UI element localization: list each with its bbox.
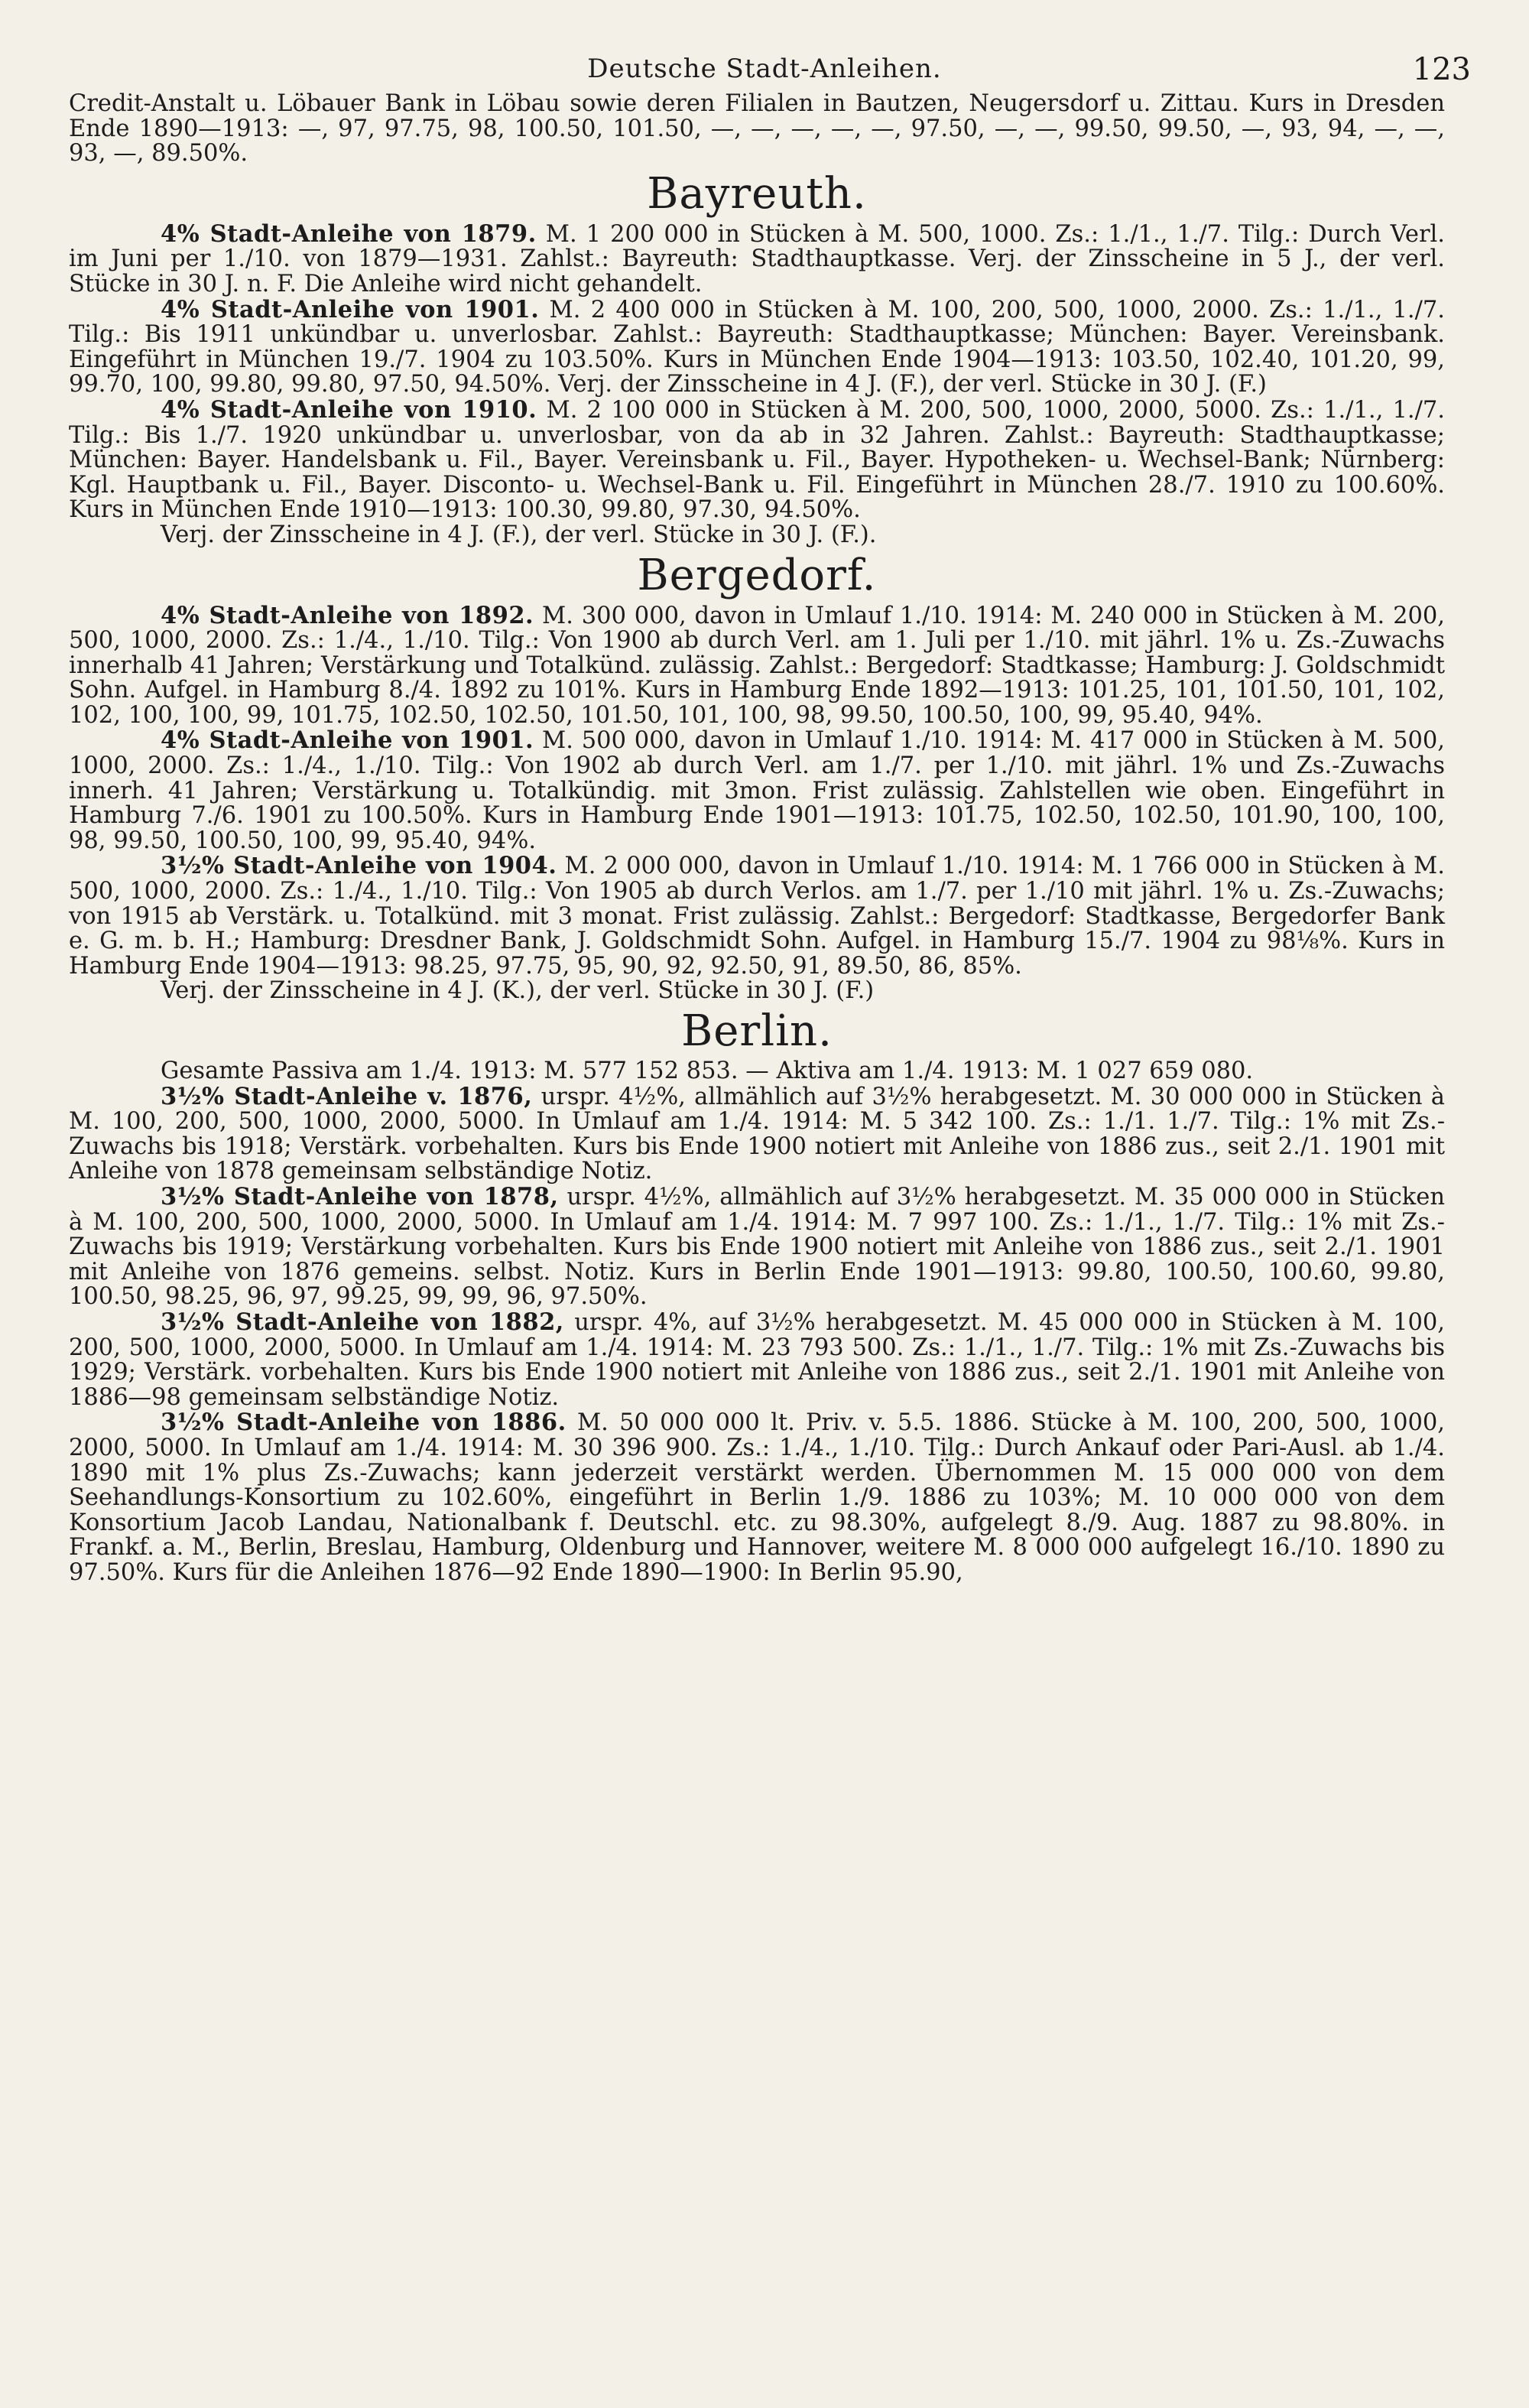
bond-entry-berlin-1882 <box>69 1310 1445 1410</box>
bond-heading: 4% Stadt-Anleihe von 1879. <box>161 219 537 248</box>
bond-details: M. 300 000, davon in Umlauf 1./10. 1914: M. 240 000 in Stücken à M. 200, 500, 1000, 2000. Zs.: 1./4., 1./10. Tilg.: Von 1900 ab durch Verl. am 1. Juli per 1./10. mit jährl. 1% u. Zs.-Zuwachs innerhalb 41 Jahren; Verstärkung und Totalkünd. zulässig. Zahlst.: Bergedorf: Stadtkasse; Hamburg: J. Goldschmidt Sohn. Aufgel. in Hamburg 8./4. 1892 zu 101%. Kurs in Hamburg Ende 1892—1913: 101.25, 101, 101.50, 101, 102, 102, 100, 100, 99, 101.75, 102.50, 102.50, 101.50, 101, 100, 98, 99.50, 100.50, 100, 99, 95.40, 94%. <box>69 602 1445 729</box>
section-title-berlin: Berlin. <box>681 1006 833 1056</box>
bond-heading: 4% Stadt-Anleihe von 1910. <box>161 395 537 424</box>
section-title-bayreuth: Bayreuth. <box>647 168 867 219</box>
bond-entry-bergedorf-1904 <box>69 853 1445 979</box>
bond-entry-berlin-1878 <box>69 1182 1445 1311</box>
bond-details: M. 50 000 000 lt. Priv. v. 5.5. 1886. Stücke à M. 100, 200, 500, 1000, 2000, 5000. In Umlauf am 1./4. 1914: M. 30 396 900. Zs.: 1./4., 1./10. Tilg.: Durch Ankauf oder Pari-Ausl. ab 1./4. 1890 mit 1% plus Zs.-Zuwachs; kann jederzeit verstärkt werden. Übernommen M. 15 000 000 von dem Seehandlungs-Konsortium zu 102.60%, eingeführt in Berlin 1./9. 1886 zu 103%; M. 10 000 000 von dem Konsortium Jacob Landau, Nationalbank f. Deutschl. etc. zu 98.30%, aufgelegt 8./9. Aug. 1887 zu 98.80%. in Frankf. a. M., Berlin, Breslau, Hamburg, Oldenburg und Hannover, weitere M. 8 000 000 aufgelegt 16./10. 1890 zu 97.50%. Kurs für die Anleihen 1876—92 Ende 1890—1900: In Berlin 95.90, <box>69 1409 1445 1586</box>
section-title-bergedorf: Bergedorf. <box>637 550 877 600</box>
bond-heading: 4% Stadt-Anleihe von 1901. <box>161 726 534 755</box>
bond-details: urspr. 4%, auf 3½% herabgesetzt. M. 45 000 000 in Stücken à M. 100, 200, 500, 1000, 2000, 5000. In Umlauf am 1./4. 1914: M. 23 793 500. Zs.: 1./1., 1./7. Tilg.: 1% mit Zs.-Zuwachs bis 1929; Verstärk. vorbehalten. Kurs bis Ende 1900 notiert mit Anleihe von 1886 zus., seit 2./1. 1901 mit Anleihe von 1886—98 gemeinsam selbständige Notiz. <box>69 1308 1445 1411</box>
bond-entry-berlin-1876 <box>69 1084 1445 1185</box>
bond-heading: 3½% Stadt-Anleihe von 1886. <box>161 1409 566 1437</box>
bond-entry-bergedorf-1901 <box>69 728 1445 853</box>
bond-entry-bayreuth-1901 <box>69 297 1445 398</box>
bond-details: M. 1 200 000 in Stücken à M. 500, 1000. Zs.: 1./1., 1./7. Tilg.: Durch Verl. im Juni per 1./10. von 1879—1931. Zahlst.: Bayreuth: Stadthauptkasse. Verj. der Zinsscheine in 5 J., der verl. Stücke in 30 J. n. F. Die Anleihe wird nicht gehandelt. <box>69 220 1445 297</box>
bond-heading: 3½% Stadt-Anleihe von 1904. <box>161 852 557 880</box>
bond-heading: 4% Stadt-Anleihe von 1901. <box>161 295 540 323</box>
bayreuth-closing-note: Verj. der Zinsscheine in 4 J. (F.), der verl. Stücke in 30 J. (F.). <box>161 521 877 548</box>
bond-entry-bayreuth-1910 <box>69 395 1445 524</box>
bond-heading: 3½% Stadt-Anleihe von 1882, <box>161 1308 564 1336</box>
bond-details: urspr. 4½%, allmählich auf 3½% herabgesetzt. M. 30 000 000 in Stücken à M. 100, 200, 500, 1000, 2000, 5000. In Umlauf am 1./4. 1914: M. 5 342 100. Zs.: 1./1. 1./7. Tilg.: 1% mit Zs.-Zuwachs bis 1918; Verstärk. vorbehalten. Kurs bis Ende 1900 notiert mit Anleihe von 1886 zus., seit 2./1. 1901 mit Anleihe von 1878 gemeinsam selbständige Notiz. <box>69 1083 1445 1185</box>
intro-paragraph: Credit-Anstalt u. Löbauer Bank in Löbau sowie deren Filialen in Bautzen, Neugersdorf u. Zittau. Kurs in Dresden Ende 1890—1913: —, 97, 97.75, 98, 100.50, 101.50, —, —, —, —, —, 97.50, —, —, 99.50, 99.50, —, 93, 94, —, —, 93, —, 89.50%. <box>69 90 1445 167</box>
bond-entry-bergedorf-1892 <box>69 603 1445 729</box>
bond-details: M. 500 000, davon in Umlauf 1./10. 1914: M. 417 000 in Stücken à M. 500, 1000, 2000. Zs.: 1./4., 1./10. Tilg.: Von 1902 ab durch Verl. am 1./7. per 1./10. mit jährl. 1% und Zs.-Zuwachs innerh. 41 Jahren; Verstärkung u. Totalkündig. mit 3mon. Frist zulässig. Zahlstellen wie oben. Eingeführt in Hamburg 7./6. 1901 zu 100.50%. Kurs in Hamburg Ende 1901—1913: 101.75, 102.50, 102.50, 101.90, 100, 100, 98, 99.50, 100.50, 100, 99, 95.40, 94%. <box>69 727 1445 854</box>
page-number: 123 <box>1412 52 1471 87</box>
page-content <box>46 92 1483 1585</box>
bond-entry-berlin-1886 <box>69 1410 1445 1585</box>
bond-details: M. 2 100 000 in Stücken à M. 200, 500, 1000, 2000, 5000. Zs.: 1./1., 1./7. Tilg.: Bis 1./7. 1920 unkündbar u. unverlosbar, von da ab in 32 Jahren. Zahlst.: Bayreuth: Stadthauptkasse; München: Bayer. Handelsbank u. Fil., Bayer. Vereinsbank u. Fil., Bayer. Hypotheken- u. Wechsel-Bank; Nürnberg: Kgl. Hauptbank u. Fil., Bayer. Disconto- u. Wechsel-Bank u. Fil. Eingeführt in München 28./7. 1910 zu 100.60%. Kurs in München Ende 1910—1913: 100.30, 99.80, 97.30, 94.50%. <box>69 396 1445 524</box>
bond-details: M. 2 000 000, davon in Umlauf 1./10. 1914: M. 1 766 000 in Stücken à M. 500, 1000, 2000. Zs.: 1./4., 1./10. Tilg.: Von 1905 ab durch Verlos. am 1./7. per 1./10 mit jährl. 1% u. Zs.-Zuwachs; von 1915 ab Verstärk. u. Totalkünd. mit 3 monat. Frist zulässig. Zahlst.: Bergedorf: Stadtkasse, Bergedorfer Bank e. G. m. b. H.; Hamburg: Dresdner Bank, J. Goldschmidt Sohn. Aufgel. in Hamburg 15./7. 1904 zu 98⅛%. Kurs in Hamburg Ende 1904—1913: 98.25, 97.75, 95, 90, 92, 92.50, 91, 89.50, 86, 85%. <box>69 853 1445 980</box>
bergedorf-closing-note: Verj. der Zinsscheine in 4 J. (K.), der verl. Stücke in 30 J. (F.) <box>161 977 875 1005</box>
bond-details: M. 2 400 000 in Stücken à M. 100, 200, 500, 1000, 2000. Zs.: 1./1., 1./7. Tilg.: Bis 1911 unkündbar u. unverlosbar. Zahlst.: Bayreuth: Stadthauptkasse; München: Bayer. Vereinsbank. Eingeführt in München 19./7. 1904 zu 103.50%. Kurs in München Ende 1904—1913: 103.50, 102.40, 101.20, 99, 99.70, 100, 99.80, 99.80, 97.50, 94.50%. Verj. der Zinsscheine in 4 J. (F.), der verl. Stücke in 30 J. (F.) <box>69 296 1445 398</box>
running-title: Deutsche Stadt-Anleihen. <box>587 54 942 84</box>
bond-heading: 3½% Stadt-Anleihe v. 1876, <box>161 1082 533 1110</box>
bond-details: urspr. 4½%, allmählich auf 3½% herabgesetzt. M. 35 000 000 in Stücken à M. 100, 200, 500, 1000, 2000, 5000. In Umlauf am 1./4. 1914: M. 7 997 100. Zs.: 1./1., 1./7. Tilg.: 1% mit Zs.-Zuwachs bis 1919; Verstärkung vorbehalten. Kurs bis Ende 1900 notiert mit Anleihe von 1886 zus., seit 2./1. 1901 mit Anleihe von 1876 gemeins. selbst. Notiz. Kurs in Berlin Ende 1901—1913: 99.80, 100.50, 100.60, 99.80, 100.50, 98.25, 96, 97, 99.25, 99, 99, 96, 97.50%. <box>69 1183 1445 1311</box>
bond-heading: 3½% Stadt-Anleihe von 1878, <box>161 1182 559 1210</box>
berlin-summary: Gesamte Passiva am 1./4. 1913: M. 577 152 853. — Aktiva am 1./4. 1913: M. 1 027 659 080. <box>161 1058 1254 1084</box>
bond-entry-bayreuth-1879 <box>69 219 1445 297</box>
bond-heading: 4% Stadt-Anleihe von 1892. <box>161 601 534 629</box>
page-header <box>50 46 1479 92</box>
